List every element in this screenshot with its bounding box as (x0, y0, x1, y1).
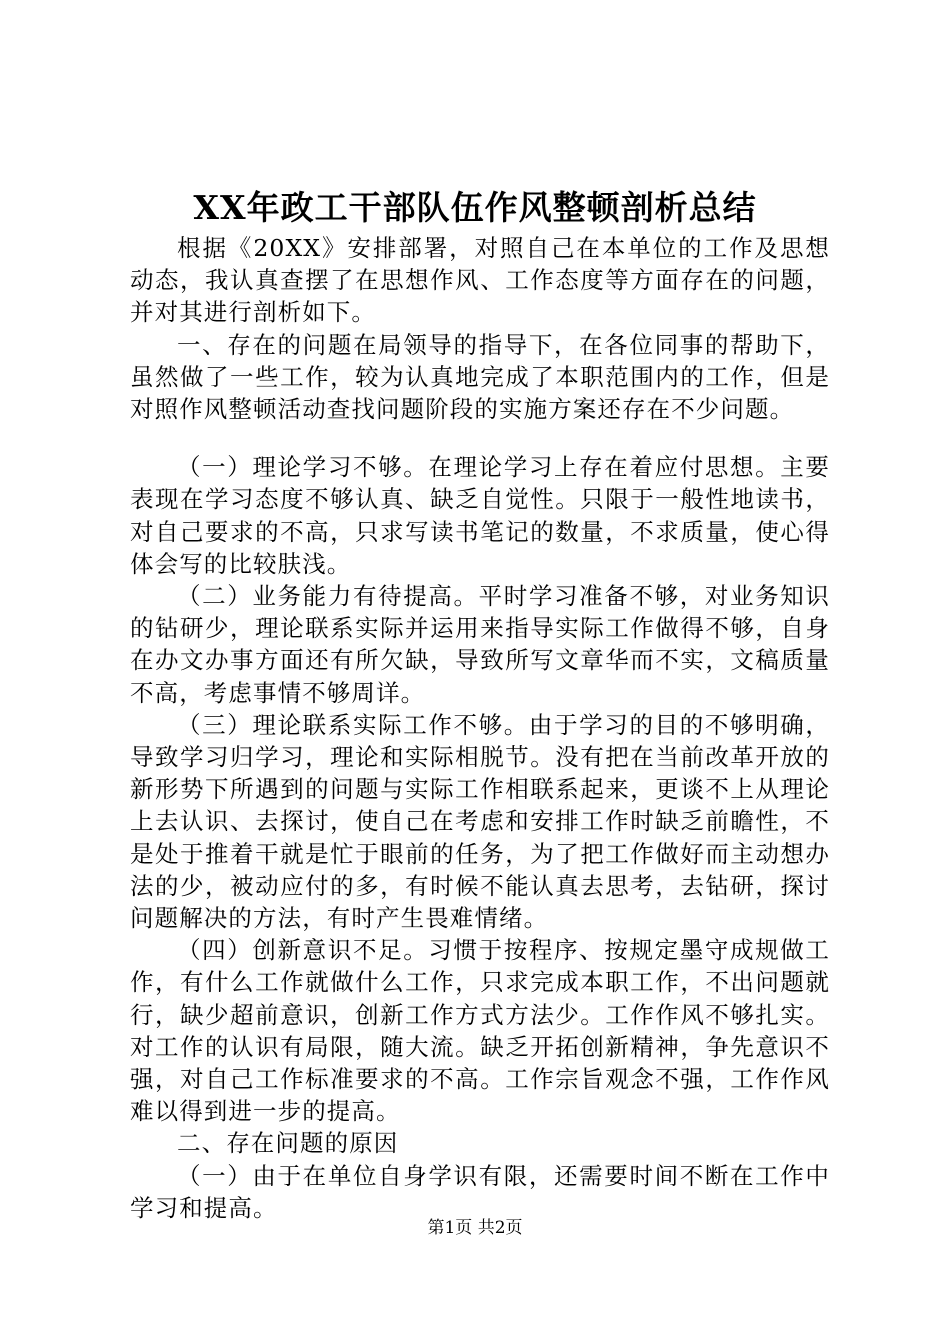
paragraph-cause-1: （一）由于在单位自身学识有限，还需要时间不断在工作中学习和提高。 (130, 1161, 830, 1222)
paragraph-item-3: （三）理论联系实际工作不够。由于学习的目的不够明确，导致学习归学习，理论和实际相脱节。没有把在当前改革开放的新形势下所遇到的问题与实际工作相联系起来，更谈不上从理论上去认识、去探讨，使自己在考虑和安排工作时缺乏前瞻性，不是处于推着干就是忙于眼前的任务，为了把工作做好而主动想办法的少，被动应付的多，有时候不能认真去思考，去钻研，探讨问题解决的方法，有时产生畏难情绪。 (130, 710, 830, 933)
document-title: XX年政工干部队伍作风整顿剖析总结 (193, 188, 757, 227)
section-heading-two: 二、存在问题的原因 (177, 1129, 399, 1158)
paragraph-section-one: 一、存在的问题在局领导的指导下，在各位同事的帮助下，虽然做了一些工作，较为认真地完成了本职范围内的工作，但是对照作风整顿活动查找问题阶段的实施方案还存在不少问题。 (130, 330, 830, 424)
page-footer: 第1页 共2页 (427, 1218, 523, 1238)
paragraph-item-2: （二）业务能力有待提高。平时学习准备不够，对业务知识的钻研少，理论联系实际并运用来指导实际工作做得不够，自身在办文办事方面还有所欠缺，导致所写文章华而不实，文稿质量不高，考虑事情不够周详。 (130, 582, 830, 707)
paragraph-item-4: （四）创新意识不足。习惯于按程序、按规定墨守成规做工作，有什么工作就做什么工作，只求完成本职工作，不出问题就行，缺少超前意识，创新工作方式方法少。工作作风不够扎实。对工作的认识有局限，随大流。缺乏开拓创新精神，争先意识不强，对自己工作标准要求的不高。工作宗旨观念不强，工作作风难以得到进一步的提高。 (130, 936, 830, 1126)
paragraph-intro: 根据《20XX》安排部署，对照自己在本单位的工作及思想动态，我认真查摆了在思想作风、工作态度等方面存在的问题，并对其进行剖析如下。 (130, 234, 830, 327)
paragraph-item-1: （一）理论学习不够。在理论学习上存在着应付思想。主要表现在学习态度不够认真、缺乏自觉性。只限于一般性地读书，对自己要求的不高，只求写读书笔记的数量，不求质量，使心得体会写的比较肤浅。 (130, 453, 830, 578)
document-body (130, 232, 830, 1224)
paragraph-spacer (130, 425, 830, 451)
